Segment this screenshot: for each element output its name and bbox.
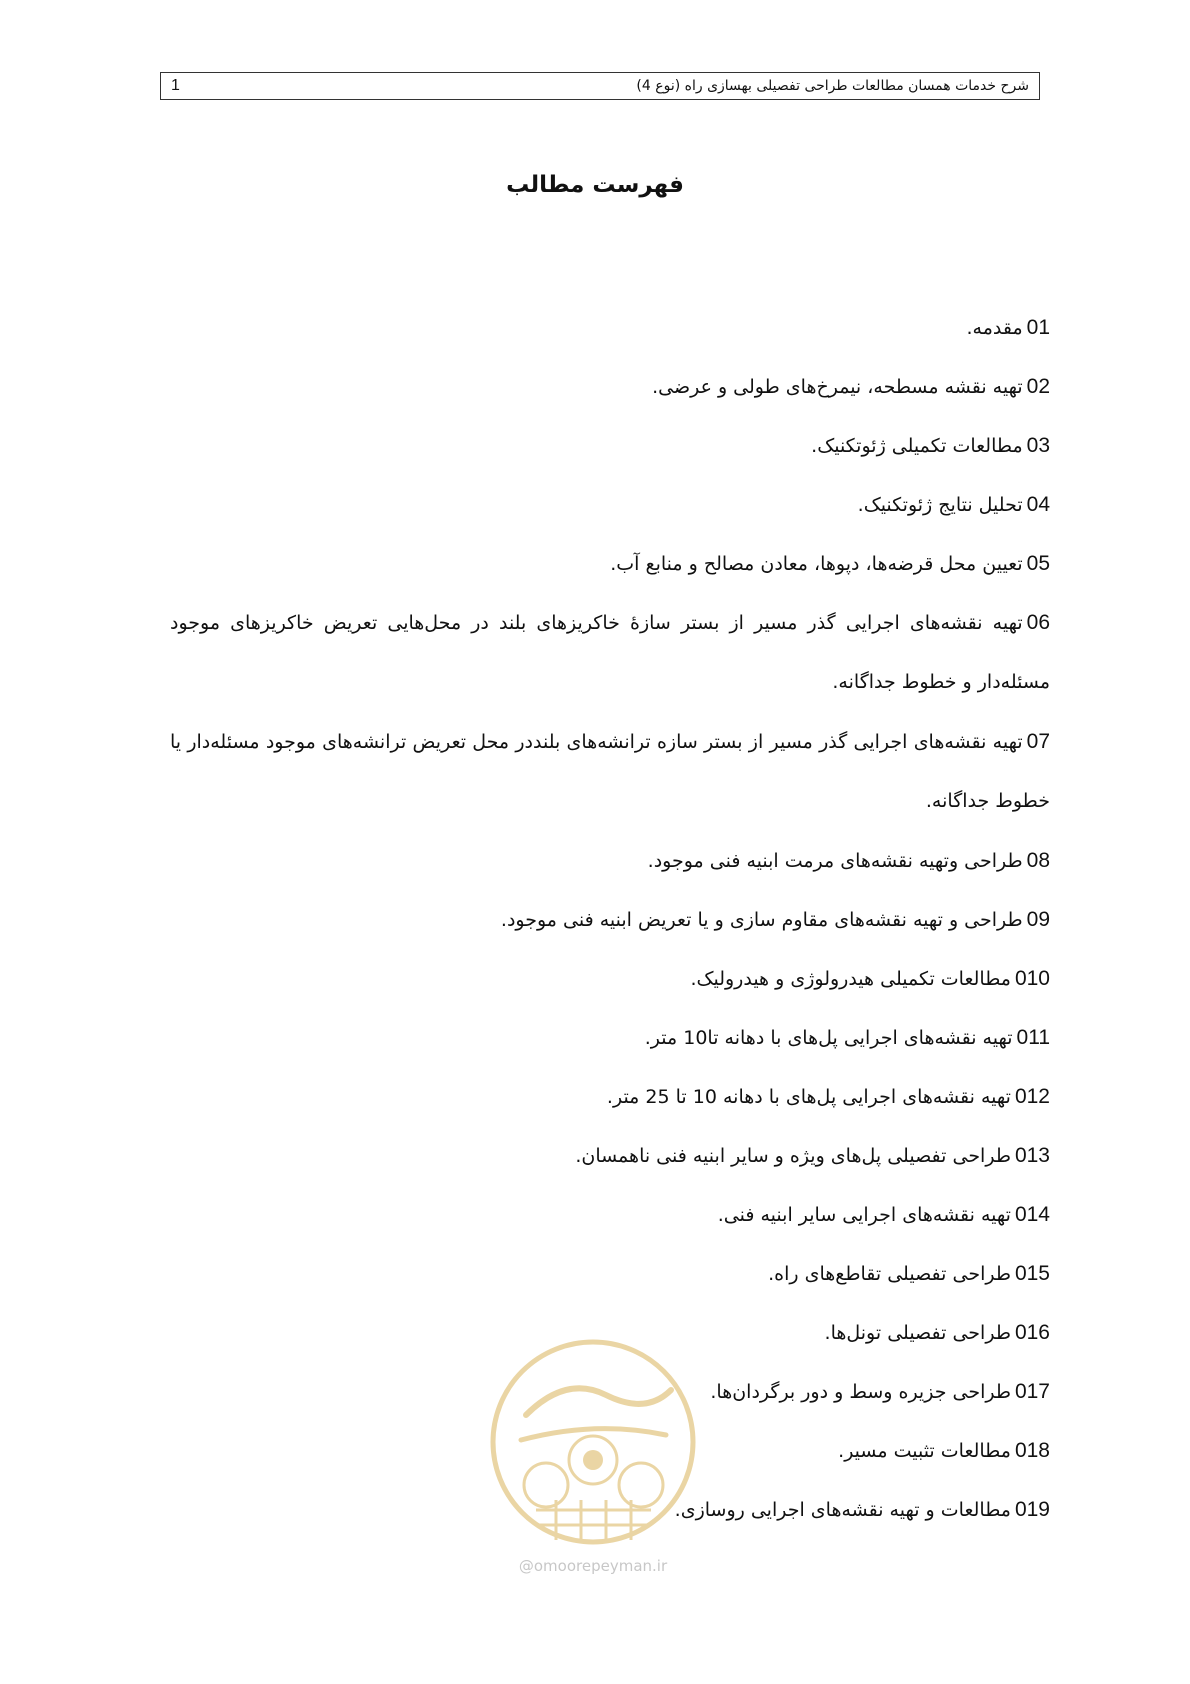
toc-item-text: تهیه نقشه‌های اجرایی سایر ابنیه فنی.: [717, 1204, 1011, 1226]
toc-item-text: طراحی وتهیه نقشه‌های مرمت ابنیه فنی موجود.: [647, 850, 1023, 872]
toc-item-number: 08: [1026, 849, 1050, 872]
toc-item-014: [170, 1185, 1050, 1244]
toc-item-number: 09: [1026, 908, 1050, 931]
watermark-logo-icon: [486, 1335, 700, 1549]
toc-item-text: طراحی و تهیه نقشه‌های مقاوم سازی و یا تعریض ابنیه فنی موجود.: [500, 909, 1023, 931]
header-title: شرح خدمات همسان مطالعات طراحی تفصیلی بهسازی راه (نوع 4): [636, 78, 1029, 94]
toc-item-number: 012: [1014, 1085, 1050, 1108]
toc-item-02: [170, 357, 1050, 416]
toc-item-text: طراحی تفصیلی پل‌های ویژه و سایر ابنیه فنی ناهمسان.: [575, 1145, 1011, 1167]
toc-item-08: [170, 831, 1050, 890]
toc-item-number: 01: [1026, 316, 1050, 339]
toc-item-07: [170, 712, 1050, 831]
toc-item-text: تهیه نقشه‌های اجرایی پل‌های با دهانه 10 تا 25 متر.: [606, 1086, 1011, 1108]
toc-item-number: 019: [1014, 1498, 1050, 1521]
toc-item-012: [170, 1067, 1050, 1126]
toc-title: فهرست مطالب: [506, 172, 684, 198]
toc-item-04: [170, 475, 1050, 534]
toc-item-text: تحلیل نتایج ژئوتکنیک.: [857, 494, 1023, 516]
toc-item-text: طراحی جزیره وسط و دور برگردان‌ها.: [710, 1381, 1011, 1403]
toc-item-06: [170, 593, 1050, 712]
toc-item-number: 014: [1014, 1203, 1050, 1226]
toc-item-text: تعیین محل قرضه‌ها، دپوها، معادن مصالح و منابع آب.: [610, 553, 1023, 575]
toc-item-number: 05: [1026, 552, 1050, 575]
toc-item-text: تهیه نقشه مسطحه، نیمرخ‌های طولی و عرضی.: [652, 376, 1023, 398]
toc-item-number: 02: [1026, 375, 1050, 398]
toc-item-number: 017: [1014, 1380, 1050, 1403]
watermark-url: @omoorepeyman.ir: [518, 1557, 668, 1575]
toc-item-011: [170, 1008, 1050, 1067]
toc-item-text: مطالعات تکمیلی ژئوتکنیک.: [811, 435, 1023, 457]
page-number: 1: [171, 77, 180, 94]
toc-item-text: مطالعات و تهیه نقشه‌های اجرایی روسازی.: [674, 1499, 1011, 1521]
toc-item-number: 016: [1014, 1321, 1050, 1344]
toc-item-03: [170, 416, 1050, 475]
watermark: [486, 1335, 700, 1575]
toc-item-09: [170, 890, 1050, 949]
toc-item-text: تهیه نقشه‌های اجرایی گذر مسیر از بستر سازۀ خاکریزهای بلند در محل‌هایی تعریض خاکریزهای موجود مسئله‌دار و خطوط جداگانه.: [170, 612, 1050, 693]
toc-item-text: مطالعات تکمیلی هیدرولوژی و هیدرولیک.: [690, 968, 1011, 990]
toc-item-05: [170, 534, 1050, 593]
toc-item-015: [170, 1244, 1050, 1303]
toc-item-010: [170, 949, 1050, 1008]
toc-item-01: [170, 298, 1050, 357]
toc-item-text: مطالعات تثبیت مسیر.: [838, 1440, 1011, 1462]
page-header: [160, 72, 1040, 100]
toc-item-number: 015: [1014, 1262, 1050, 1285]
toc-item-text: تهیه نقشه‌های اجرایی گذر مسیر از بستر سازه ترانشه‌های بلنددر محل تعریض ترانشه‌های موجود مسئله‌دار یا خطوط جداگانه.: [170, 731, 1050, 812]
toc-item-text: مقدمه.: [966, 317, 1023, 339]
toc-item-number: 011: [1016, 1026, 1050, 1049]
toc-item-number: 018: [1014, 1439, 1050, 1462]
toc-item-text: تهیه نقشه‌های اجرایی پل‌های با دهانه تا10 متر.: [644, 1027, 1013, 1049]
toc-item-number: 07: [1026, 730, 1050, 753]
toc-item-number: 06: [1026, 611, 1050, 634]
toc-item-number: 04: [1026, 493, 1050, 516]
toc-item-013: [170, 1126, 1050, 1185]
toc-item-text: طراحی تفصیلی تونل‌ها.: [824, 1322, 1011, 1344]
toc-item-number: 013: [1014, 1144, 1050, 1167]
toc-item-text: طراحی تفصیلی تقاطع‌های راه.: [768, 1263, 1011, 1285]
toc-item-number: 03: [1026, 434, 1050, 457]
toc-item-number: 010: [1014, 967, 1050, 990]
